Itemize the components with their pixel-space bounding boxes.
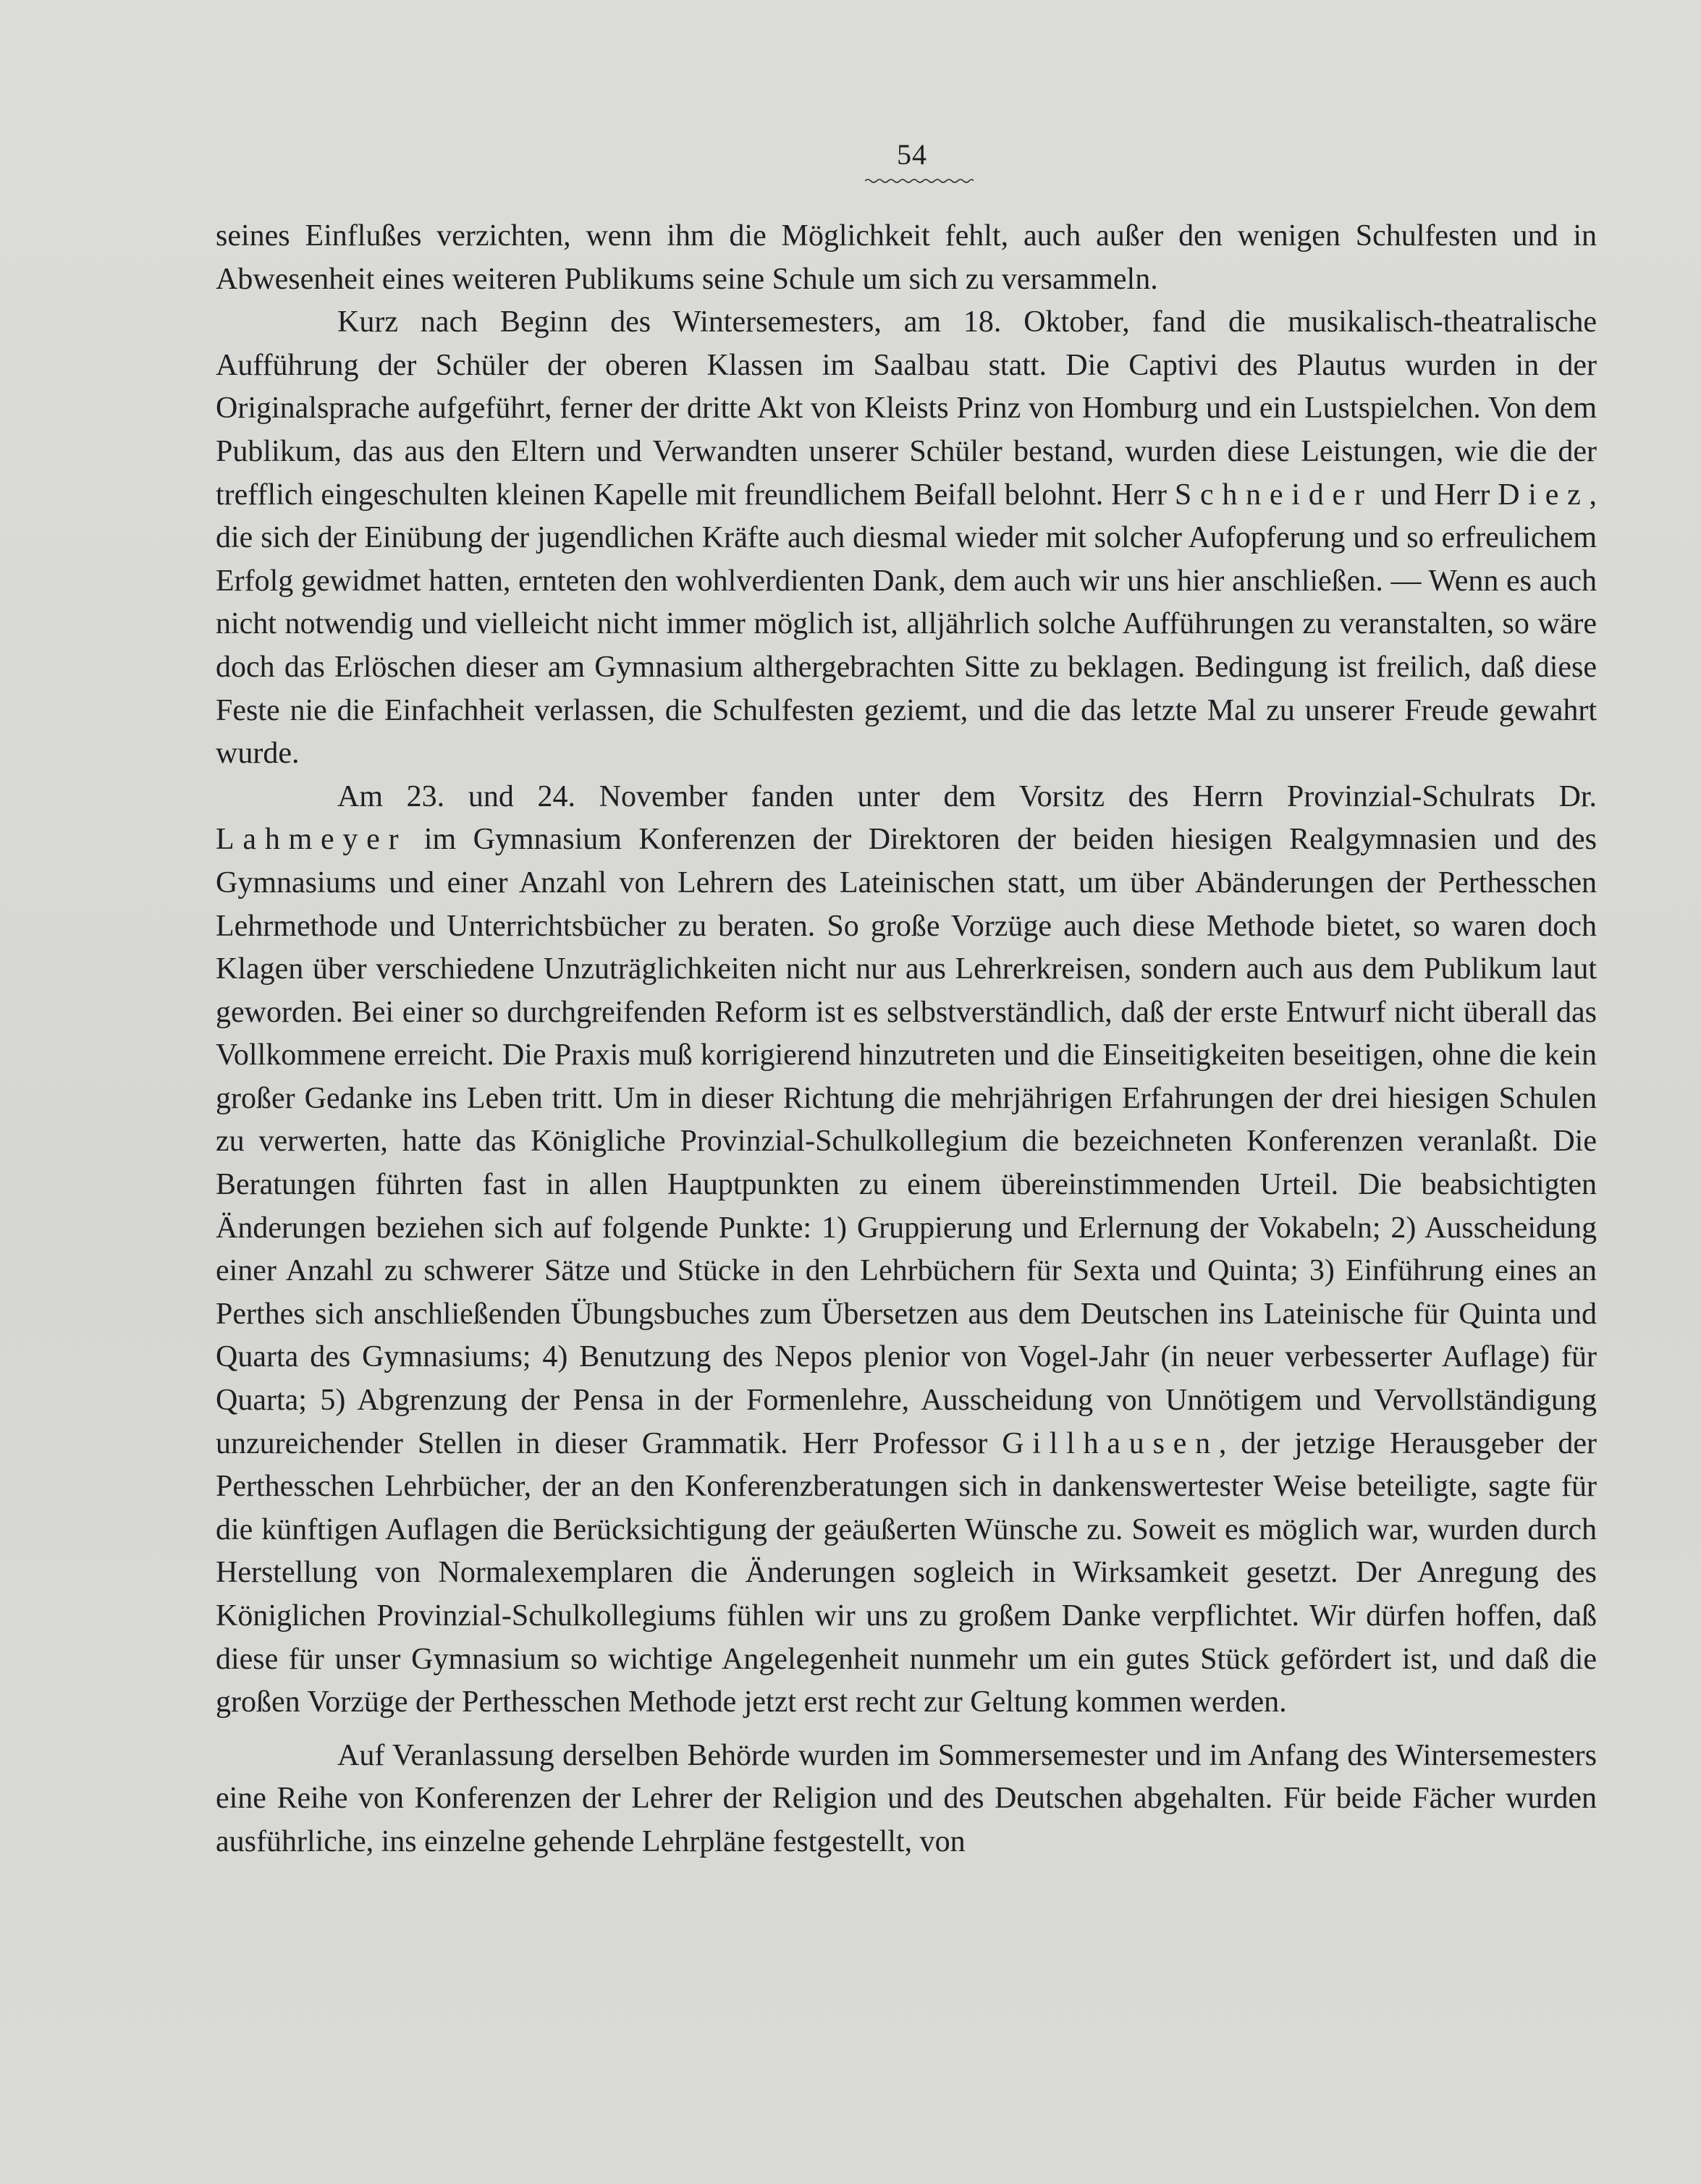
name-diez: Diez (1498, 478, 1590, 512)
paragraph-closing-sentence (216, 215, 1597, 301)
paragraph-religion-german-conferences (216, 1735, 1597, 1864)
paragraph-text: , die sich der Einübung der jugendlichen Kräfte auch diesmal wieder mit solcher Aufopferung und so erfreulichem Erfolg gewidmet hatten, ernteten den wohlverdienten Dank, dem auch wir uns hier anschließen. — Wenn es auch nicht notwendig und vielleicht nicht immer möglich ist, alljährlich solche Aufführungen zu veranstalten, so wäre doch das Erlöschen dieser am Gymnasium althergebrachten Sitte zu beklagen. Bedingung ist freilich, daß diese Feste nie die Einfachheit verlassen, die Schulfesten geziemt, und die das letzte Mal zu unserer Freude gewahrt wurde. (216, 478, 1597, 771)
name-schneider: Schneider (1174, 478, 1373, 512)
paragraph-text: , der jetzige Herausgeber der Perthesschen Lehrbücher, der an den Konferenzberatungen sich in dankenswertester Weise beteiligte, sagte für die künftigen Auflagen die Berücksichtigung der geäußerten Wünsche zu. Soweit es möglich war, wurden durch Herstellung von Normalexemplaren die Änderungen sogleich in Wirksamkeit gesetzt. Der Anregung des Königlichen Provinzial-Schulkollegiums fühlen wir uns zu großem Danke verpflichtet. Wir dürfen hoffen, daß diese für unser Gymnasium so wichtige Angelegenheit nunmehr um ein gutes Stück gefördert ist, und daß die großen Vorzüge der Perthesschen Methode jetzt erst recht zur Geltung kommen werden. (216, 1426, 1597, 1719)
page-number-ornament (865, 178, 974, 184)
page-number: 54 (897, 138, 927, 171)
paragraph-theatre-performance (216, 301, 1597, 776)
paragraph-text: Auf Veranlassung derselben Behörde wurden im Sommersemester und im Anfang des Wintersemesters eine Reihe von Konferenzen der Lehrer der Religion und des Deutschen abgehalten. Für beide Fächer wurden ausführliche, ins einzelne gehende Lehrpläne festgestellt, von (216, 1738, 1597, 1858)
paragraph-text: im Gymnasium Konferenzen der Direktoren der beiden hiesigen Realgymnasien und des Gymnasiums und einer Anzahl von Lehrern des Lateinischen statt, um über Abänderungen der Perthesschen Lehrmethode und Unterrichtsbücher zu beraten. So große Vorzüge auch diese Methode bietet, so waren doch Klagen über verschiedene Unzuträglichkeiten nicht nur aus Lehrerkreisen, sondern auch aus dem Publikum laut geworden. Bei einer so durchgreifenden Reform ist es selbstverständlich, daß der erste Entwurf nicht überall das Vollkommene erreicht. Die Praxis muß korrigierend hinzutreten und die Einseitigkeiten beseitigen, ohne die kein großer Gedanke ins Leben tritt. Um in dieser Richtung die mehrjährigen Erfahrungen der drei hiesigen Schulen zu verwerten, hatte das Königliche Provinzial-Schulkollegium die bezeichneten Konferenzen veranlaßt. Die Beratungen führten fast in allen Hauptpunkten zu einem übereinstimmenden Urteil. Die beabsichtigten Änderungen beziehen sich auf folgende Punkte: 1) Gruppierung und Erlernung der Vokabeln; 2) Ausscheidung einer Anzahl zu schwerer Sätze und Stücke in den Lehrbüchern für Sexta und Quinta; 3) Einführung eines an Perthes sich anschließenden Übungsbuches zum Übersetzen aus dem Deutschen ins Lateinische für Quinta und Quarta des Gymnasiums; 4) Benutzung des Nepos plenior von Vogel-Jahr (in neuer verbesserter Auflage) für Quarta; 5) Abgrenzung der Pensa in der Formenlehre, Ausscheidung von Unnötigem und Vervollständigung unzureichender Stellen in dieser Grammatik. Herr Professor (216, 823, 1597, 1460)
paragraph-text: Kurz nach Beginn des Wintersemesters, am 18. Oktober, fand die musikalisch-theatralische Aufführung der Schüler der oberen Klassen im Saalbau statt. Die Captivi des Plautus wurden in der Originalsprache aufgeführt, ferner der dritte Akt von Kleists Prinz von Homburg und ein Lustspielchen. Von dem Publikum, das aus den Eltern und Verwandten unserer Schüler bestand, wurden diese Leistungen, wie die der trefflich eingeschulten kleinen Kapelle mit freundlichem Beifall belohnt. Herr (216, 305, 1597, 512)
name-gillhausen: Gillhausen (1002, 1426, 1219, 1460)
paragraph-text: seines Einflußes verzichten, wenn ihm die Möglichkeit fehlt, auch außer den wenigen Schulfesten und in Abwesenheit eines weiteren Publikums seine Schule um sich zu versammeln. (216, 219, 1597, 296)
body-text (216, 215, 1597, 1864)
paragraph-november-conferences (216, 776, 1597, 1724)
name-lahmeyer: Lahmeyer (216, 823, 408, 857)
paragraph-text: Am 23. und 24. November fanden unter dem Vorsitz des Herrn Provinzial-Schulrats Dr. (337, 779, 1597, 813)
paragraph-text: und Herr (1372, 478, 1498, 512)
